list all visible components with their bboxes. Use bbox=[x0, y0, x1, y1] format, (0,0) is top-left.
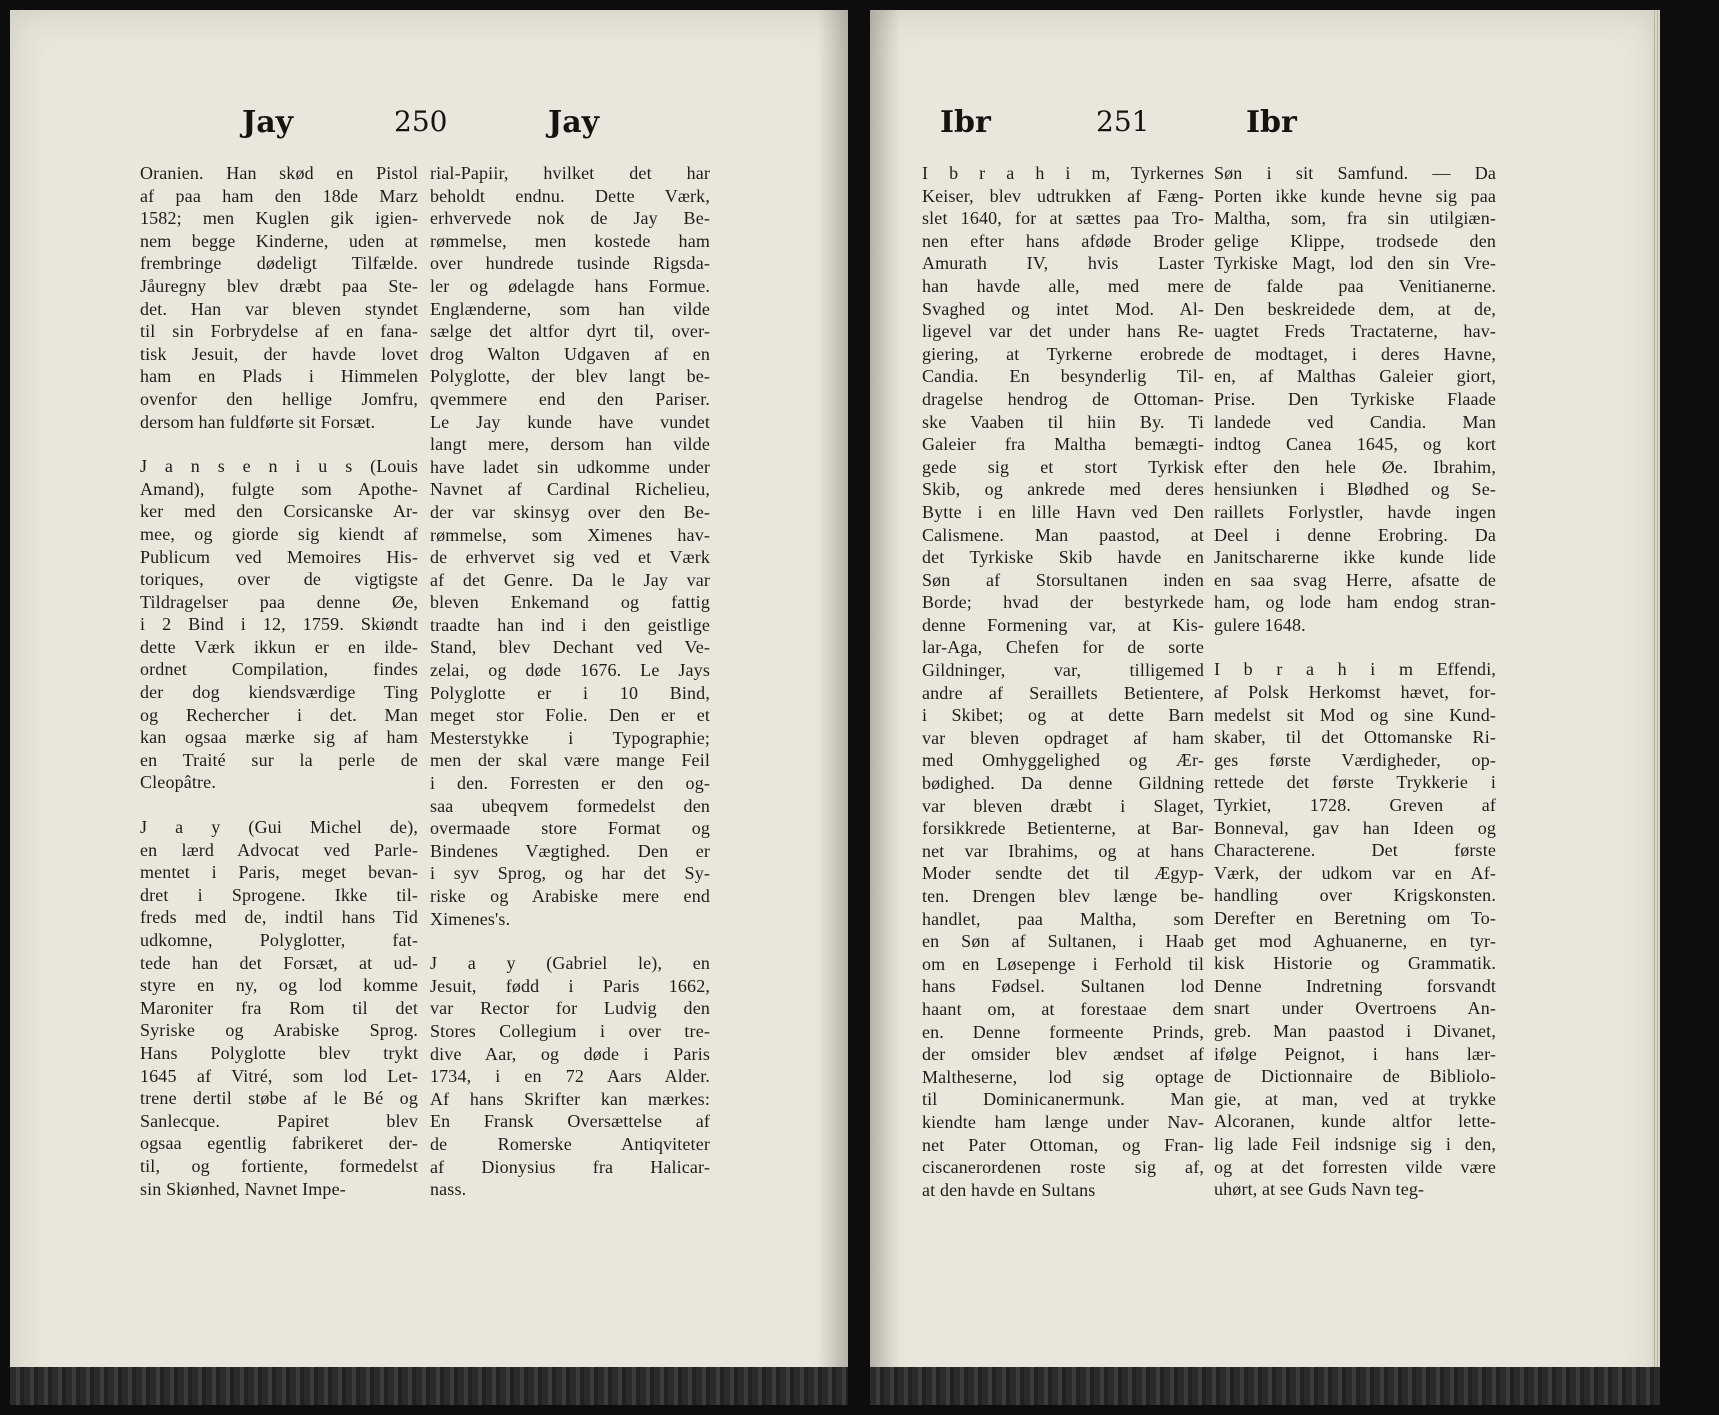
text-line: Denne Indretning forsvandt bbox=[1214, 975, 1496, 996]
text-line: erhvervede nok de Jay Be- bbox=[430, 208, 710, 229]
text-line: der var skinsyg over den Be- bbox=[430, 501, 710, 522]
text-line: Calismene. Man paastod, at bbox=[922, 524, 1204, 545]
text-line: han havde alle, med mere bbox=[922, 275, 1204, 296]
text-line: ciscanerordenen roste sig af, bbox=[922, 1157, 1204, 1178]
text-line: om en Løsepenge i Ferhold til bbox=[922, 953, 1204, 974]
text-line: dersom han fuldførte sit Forsæt. bbox=[140, 411, 376, 432]
left-page bbox=[10, 10, 848, 1405]
text-line: Moder sendte det til Ægyp- bbox=[922, 863, 1204, 884]
text-line: var bleven dræbt i Slaget, bbox=[922, 795, 1204, 816]
page-number: 251 bbox=[1096, 105, 1150, 138]
text-line: Søn i sit Samfund. — Da bbox=[1214, 163, 1496, 183]
text-line: Tyrkiske Magt, lod den sin Vre- bbox=[1214, 253, 1496, 274]
text-line: sælge det altfor dyrt til, over- bbox=[430, 321, 710, 342]
page-edge-strip bbox=[870, 1367, 1660, 1405]
text-line: giering, at Tyrkerne erobrede bbox=[922, 343, 1204, 364]
text-line: handling over Krigskonsten. bbox=[1214, 885, 1496, 906]
text-line: Tyrkiet, 1728. Greven af bbox=[1214, 795, 1496, 816]
right-page bbox=[870, 10, 1660, 1405]
text-line: i Skibet; og at dette Barn bbox=[922, 705, 1204, 726]
text-line: Sanlecque. Papiret blev bbox=[140, 1110, 418, 1131]
text-line: Af hans Skrifter kan mærkes: bbox=[430, 1088, 710, 1109]
text-line: ham, og lode ham endog stran- bbox=[1214, 592, 1496, 613]
text-line: trene dertil støbe af le Bé og bbox=[140, 1088, 418, 1109]
text-line: Polyglotte er i 10 Bind, bbox=[430, 682, 710, 703]
text-line: lar-Aga, Chefen for de sorte bbox=[922, 637, 1204, 658]
text-line: 1734, i en 72 Aars Alder. bbox=[430, 1066, 710, 1087]
text-line: hensiunken i Blødhed og Se- bbox=[1214, 479, 1496, 500]
running-head-left: Ibr bbox=[940, 105, 991, 140]
text-line: uagtet Freds Tractaterne, hav- bbox=[1214, 321, 1496, 342]
text-line: de Dictionnaire de Bibliolo- bbox=[1214, 1066, 1496, 1087]
text-line: beholdt endnu. Dette Værk, bbox=[430, 185, 710, 206]
page-number: 250 bbox=[394, 105, 448, 138]
text-line: en lærd Advocat ved Parle- bbox=[140, 839, 418, 860]
text-line: nen efter hans afdøde Broder bbox=[922, 230, 1204, 251]
text-line: Maroniter fra Rom til det bbox=[140, 997, 418, 1018]
text-line: efter den hele Øe. Ibrahim, bbox=[1214, 456, 1496, 477]
text-line: der dog kiendsværdige Ting bbox=[140, 682, 418, 703]
text-line: gede sig et stort Tyrkisk bbox=[922, 456, 1204, 477]
text-line: saa ubeqvem formedelst den bbox=[430, 795, 710, 816]
text-line: get mod Aghuanerne, en tyr- bbox=[1214, 930, 1496, 951]
text-line: greb. Man paastod i Divanet, bbox=[1214, 1020, 1496, 1041]
text-line: Polyglotte, der blev langt be- bbox=[430, 366, 710, 387]
text-line: ten. Drengen blev længe be- bbox=[922, 886, 1204, 906]
text-line: til sin Forbrydelse af en fana- bbox=[140, 321, 418, 342]
text-line: Galeier fra Maltha bemægti- bbox=[922, 434, 1204, 455]
text-line: Svaghed og intet Mod. Al- bbox=[922, 298, 1204, 319]
text-line: mentet i Paris, meget bevan- bbox=[140, 862, 418, 883]
text-line: zelai, og døde 1676. Le Jays bbox=[430, 660, 710, 681]
text-line: gelige Klippe, trodsede den bbox=[1214, 230, 1496, 251]
text-line: Bonneval, gav han Ideen og bbox=[1214, 817, 1496, 838]
text-line: indtog Canea 1645, og kort bbox=[1214, 434, 1496, 455]
text-line: de Romerske Antiqviteter bbox=[430, 1133, 710, 1154]
text-line: tisk Jesuit, der havde lovet bbox=[140, 343, 418, 364]
text-line: de falde paa Venitianerne. bbox=[1214, 275, 1496, 296]
text-line: raillets Forlystler, havde ingen bbox=[1214, 501, 1496, 522]
text-line: andre af Seraillets Betientere, bbox=[922, 682, 1204, 703]
page-edges bbox=[1652, 10, 1660, 1405]
text-line: ordnet Compilation, findes bbox=[140, 659, 418, 680]
text-line: en Traité sur la perle de bbox=[140, 749, 418, 770]
text-line: Oranien. Han skød en Pistol bbox=[140, 163, 418, 183]
paragraph-gap bbox=[1214, 636, 1496, 658]
text-line: ske Vaaben til hiin By. Ti bbox=[922, 411, 1204, 432]
text-line: Deel i denne Erobring. Da bbox=[1214, 524, 1496, 545]
paragraph-gap bbox=[140, 794, 418, 816]
text-line: 1645 af Vitré, som lod Let- bbox=[140, 1065, 418, 1086]
text-line: sin Skiønhed, Navnet Impe- bbox=[140, 1178, 346, 1199]
text-line: langt mere, dersom han vilde bbox=[430, 434, 710, 455]
right-page-column-1 bbox=[922, 162, 1204, 1201]
text-line: Characterene. Det første bbox=[1214, 840, 1496, 861]
text-line: Mesterstykke i Typographie; bbox=[430, 727, 710, 748]
text-line: de modtaget, i deres Havne, bbox=[1214, 343, 1496, 364]
text-line: at den havde en Sultans bbox=[922, 1179, 1096, 1200]
text-line: rømmelse, som Ximenes hav- bbox=[430, 524, 710, 545]
text-line: men der skal være mange Feil bbox=[430, 750, 710, 771]
text-line: af Polsk Herkomst hævet, for- bbox=[1214, 682, 1496, 703]
text-line: Amurath IV, hvis Laster bbox=[922, 253, 1204, 274]
text-line: frembringe dødeligt Tilfælde. bbox=[140, 253, 418, 274]
text-line: tede han det Forsæt, at ud- bbox=[140, 952, 418, 973]
text-line: Bytte i en lille Havn ved Den bbox=[922, 501, 1204, 522]
text-line: nem begge Kinderne, uden at bbox=[140, 230, 418, 251]
text-line: ovenfor den hellige Jomfru, bbox=[140, 388, 418, 409]
text-line: J a y (Gui Michel de), bbox=[140, 817, 418, 838]
text-line: kisk Historie og Grammatik. bbox=[1214, 953, 1496, 974]
text-line: lig lade Feil indsnige sig i den, bbox=[1214, 1133, 1496, 1154]
text-line: gulere 1648. bbox=[1214, 614, 1306, 635]
text-line: slet 1640, for at sættes paa Tro- bbox=[922, 208, 1204, 229]
text-line: og at det forresten vilde være bbox=[1214, 1156, 1496, 1177]
text-line: Maltheserne, lod sig optage bbox=[922, 1066, 1204, 1087]
text-line: net Pater Ottoman, og Fran- bbox=[922, 1134, 1204, 1155]
left-page-column-2 bbox=[430, 162, 710, 1201]
text-line: Jåuregny blev dræbt paa Ste- bbox=[140, 275, 418, 296]
text-line: styre en ny, og lod komme bbox=[140, 975, 418, 996]
text-line: en. Denne formeente Prinds, bbox=[922, 1021, 1204, 1042]
text-line: Tildragelser paa denne Øe, bbox=[140, 591, 418, 612]
right-page-header bbox=[870, 105, 1660, 155]
text-line: Candia. En besynderlig Til- bbox=[922, 366, 1204, 387]
text-line: Den beskreidede dem, at de, bbox=[1214, 298, 1496, 319]
left-page-column-1 bbox=[140, 162, 418, 1200]
text-line: uhørt, at see Guds Navn teg- bbox=[1214, 1179, 1425, 1200]
text-line: traadte han ind i den geistlige bbox=[430, 614, 710, 635]
text-line: rømmelse, men kostede ham bbox=[430, 230, 710, 251]
text-line: det. Han var bleven styndet bbox=[140, 298, 418, 319]
text-line: Gildninger, var, tilligemed bbox=[922, 660, 1204, 681]
text-line: Ximenes's. bbox=[430, 908, 511, 929]
text-line: Stand, blev Dechant ved Ve- bbox=[430, 637, 710, 658]
text-line: skaber, til det Ottomanske Ri- bbox=[1214, 727, 1496, 748]
text-line: en, af Malthas Galeier giort, bbox=[1214, 366, 1496, 387]
text-line: var Rector for Ludvig den bbox=[430, 998, 710, 1019]
text-line: ker med den Corsicanske Ar- bbox=[140, 501, 418, 522]
text-line: forsikkrede Betienterne, at Bar- bbox=[922, 818, 1204, 839]
paragraph-gap bbox=[430, 930, 710, 952]
text-line: bødighed. Da denne Gildning bbox=[922, 773, 1204, 794]
left-page-header bbox=[10, 105, 848, 155]
text-line: udkomne, Polyglotter, fat- bbox=[140, 930, 418, 950]
text-line: en Søn af Sultanen, i Haab bbox=[922, 931, 1204, 952]
text-line: en saa svag Herre, afsatte de bbox=[1214, 569, 1496, 590]
running-head-left: Jay bbox=[242, 105, 294, 140]
text-line: Navnet af Cardinal Richelieu, bbox=[430, 479, 710, 500]
text-line: Bindenes Vægtighed. Den er bbox=[430, 840, 710, 861]
text-line: Prise. Den Tyrkiske Flaade bbox=[1214, 388, 1496, 409]
gutter-shadow bbox=[818, 10, 848, 1405]
text-line: Jesuit, fødd i Paris 1662, bbox=[430, 975, 710, 996]
text-line: Søn af Storsultanen inden bbox=[922, 569, 1204, 590]
text-line: hans Fødsel. Sultanen lod bbox=[922, 976, 1204, 997]
text-line: 1582; men Kuglen gik igien- bbox=[140, 208, 418, 229]
text-line: Keiser, blev udtrukken af Fæng- bbox=[922, 185, 1204, 206]
text-line: til Dominicanermunk. Man bbox=[922, 1089, 1204, 1110]
text-line: til, og fortiente, formedelst bbox=[140, 1155, 418, 1176]
text-line: Amand), fulgte som Apothe- bbox=[140, 478, 418, 499]
text-line: snart under Overtroens An- bbox=[1214, 998, 1496, 1019]
text-line: Cleopâtre. bbox=[140, 772, 216, 793]
text-line: Borde; hvad der bestyrkede bbox=[922, 592, 1204, 613]
text-line: toriques, over de vigtigste bbox=[140, 569, 418, 590]
text-line: dive Aar, og døde i Paris bbox=[430, 1043, 710, 1064]
text-line: Værk, der udkom var en Af- bbox=[1214, 862, 1496, 883]
page-edge-strip bbox=[10, 1367, 848, 1405]
text-line: denne Formening var, at Kis- bbox=[922, 614, 1204, 635]
text-line: de erhvervet sig ved et Værk bbox=[430, 547, 710, 568]
text-line: gie, at man, ved at trykke bbox=[1214, 1088, 1496, 1109]
text-line: Derefter en Beretning om To- bbox=[1214, 908, 1496, 928]
text-line: dragelse hendrog de Ottoman- bbox=[922, 388, 1204, 409]
text-line: riske og Arabiske mere end bbox=[430, 886, 710, 906]
text-line: i syv Sprog, og har det Sy- bbox=[430, 863, 710, 884]
gutter-shadow bbox=[870, 10, 900, 1405]
text-line: Stores Collegium i over tre- bbox=[430, 1020, 710, 1041]
text-line: og Rechercher i det. Man bbox=[140, 704, 418, 725]
text-line: qvemmere end den Pariser. bbox=[430, 388, 710, 409]
text-line: rettede det første Trykkerie i bbox=[1214, 772, 1496, 793]
text-line: have ladet sin udkomme under bbox=[430, 456, 710, 477]
text-line: rial-Papiir, hvilket det har bbox=[430, 163, 710, 183]
text-line: meget stor Folie. Den er et bbox=[430, 705, 710, 726]
text-line: handlet, paa Maltha, som bbox=[922, 908, 1204, 929]
text-line: med Omhyggelighed og Ær- bbox=[922, 750, 1204, 771]
text-line: Maltha, som, fra sin utilgiæn- bbox=[1214, 208, 1496, 229]
text-line: medelst sit Mod og sine Kund- bbox=[1214, 704, 1496, 725]
running-head-right: Jay bbox=[548, 105, 600, 140]
text-line: kiendte ham længe under Nav- bbox=[922, 1111, 1204, 1132]
text-line: J a y (Gabriel le), en bbox=[430, 953, 710, 974]
text-line: ligevel var det under hans Re- bbox=[922, 321, 1204, 342]
text-line: Alcoranen, kunde altfor lette- bbox=[1214, 1111, 1496, 1132]
text-line: overmaade store Format og bbox=[430, 818, 710, 839]
text-line: Porten ikke kunde hevne sig paa bbox=[1214, 185, 1496, 206]
text-line: I b r a h i m, Tyrkernes bbox=[922, 163, 1204, 183]
text-line: i 2 Bind i 12, 1759. Skiøndt bbox=[140, 614, 418, 635]
text-line: J a n s e n i u s (Louis bbox=[140, 456, 418, 477]
text-line: ges første Værdigheder, op- bbox=[1214, 749, 1496, 770]
text-line: af paa ham den 18de Marz bbox=[140, 185, 418, 206]
text-line: nass. bbox=[430, 1179, 467, 1200]
text-line: Skib, og ankrede med deres bbox=[922, 479, 1204, 500]
text-line: var bleven opdraget af ham bbox=[922, 727, 1204, 748]
text-line: Le Jay kunde have vundet bbox=[430, 411, 710, 432]
text-line: i den. Forresten er den og- bbox=[430, 773, 710, 794]
text-line: haant om, at forestaae dem bbox=[922, 998, 1204, 1019]
text-line: net var Ibrahims, og at hans bbox=[922, 840, 1204, 861]
text-line: det Tyrkiske Skib havde en bbox=[922, 547, 1204, 568]
text-line: bleven Enkemand og fattig bbox=[430, 592, 710, 613]
text-line: over hundrede tusinde Rigsda- bbox=[430, 253, 710, 274]
text-line: ler og ødelagde hans Formue. bbox=[430, 275, 710, 296]
text-line: freds med de, indtil hans Tid bbox=[140, 907, 418, 928]
text-line: En Fransk Oversættelse af bbox=[430, 1111, 710, 1132]
text-line: Englænderne, som han vilde bbox=[430, 298, 710, 319]
text-line: dette Værk ikkun er en ilde- bbox=[140, 636, 418, 657]
text-line: mee, og giorde sig kiendt af bbox=[140, 523, 418, 544]
text-line: landede ved Candia. Man bbox=[1214, 411, 1496, 432]
text-line: Publicum ved Memoires His- bbox=[140, 546, 418, 567]
text-line: drog Walton Udgaven af en bbox=[430, 343, 710, 364]
text-line: af Dionysius fra Halicar- bbox=[430, 1156, 710, 1177]
text-line: af det Genre. Da le Jay var bbox=[430, 569, 710, 590]
text-line: ogsaa egentlig fabrikeret der- bbox=[140, 1133, 418, 1154]
paragraph-gap bbox=[140, 433, 418, 455]
right-page-column-2 bbox=[1214, 162, 1496, 1201]
text-line: ifølge Peignot, i hans lær- bbox=[1214, 1043, 1496, 1064]
text-line: dret i Sprogene. Ikke til- bbox=[140, 884, 418, 905]
text-line: kan ogsaa mærke sig af ham bbox=[140, 727, 418, 748]
text-line: der omsider blev ændset af bbox=[922, 1044, 1204, 1065]
text-line: Syriske og Arabiske Sprog. bbox=[140, 1020, 418, 1041]
text-line: ham en Plads i Himmelen bbox=[140, 366, 418, 387]
running-head-right: Ibr bbox=[1246, 105, 1297, 140]
text-line: Janitscharerne ikke kunde lide bbox=[1214, 547, 1496, 568]
text-line: I b r a h i m Effendi, bbox=[1214, 659, 1496, 680]
text-line: Hans Polyglotte blev trykt bbox=[140, 1042, 418, 1063]
